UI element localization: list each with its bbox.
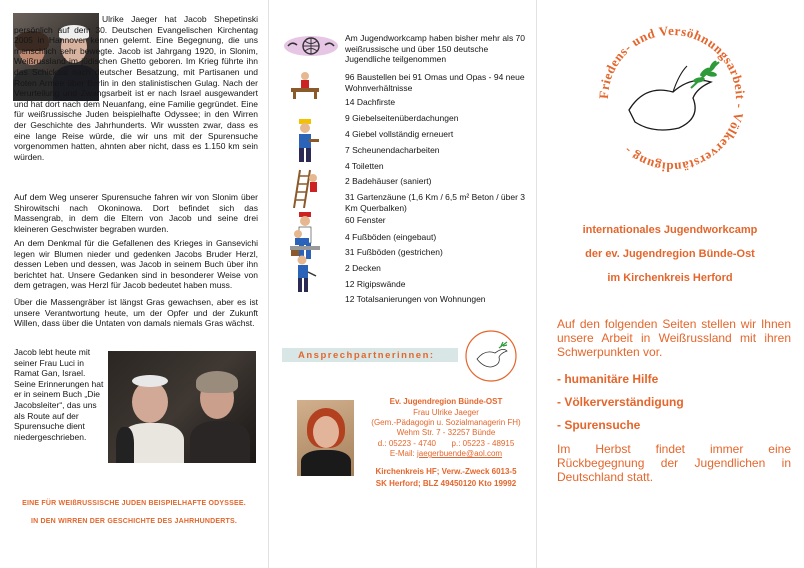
contact-phone: d.: 05223 - 4740 p.: 05223 - 48915 xyxy=(377,439,515,448)
ladder-worker-icon xyxy=(290,168,320,208)
stat-item-5: 7 Scheunendacharbeiten xyxy=(345,145,440,155)
contact-name: Frau Ulrike Jaeger xyxy=(413,408,479,417)
stat-item-7: 2 Badehäuser (saniert) xyxy=(345,176,432,186)
small-peace-logo xyxy=(461,326,521,386)
photo-jacob-and-luci xyxy=(108,351,256,463)
stat-item-4: 4 Giebel vollständig erneuert xyxy=(345,129,454,139)
logo-ring-text: Friedens- und Versöhnungsarbeit - Völkerverständigung - xyxy=(595,22,749,176)
tagline-2: IN DEN WIRREN DER GESCHICHTE DES JAHRHUNDERTS. xyxy=(31,518,237,525)
contact-email-label: E-Mail: xyxy=(389,449,418,458)
headline-region: der ev. Jugendregion Bünde-Ost xyxy=(585,248,755,260)
stat-item-12: 2 Decken xyxy=(345,263,381,273)
headline-workcamp: internationales Jugendworkcamp xyxy=(582,224,758,236)
globe-handshake-icon xyxy=(282,33,340,59)
cover-intro: Auf den folgenden Seiten stellen wir Ihnen unsere Arbeit in Weißrussland mit ihren Schwerpunkten vor. xyxy=(557,317,791,359)
stat-item-9: 60 Fenster xyxy=(345,215,386,225)
cover-outro: Im Herbst findet immer eine Rückbegegnung der Jugendlichen in Deutschland statt. xyxy=(557,442,791,484)
column-story xyxy=(0,0,268,568)
story-paragraph-3: An dem Denkmal für die Gefallenen des Krieges in Gansevichi legen wir Blumen nieder und gedenken Jacobs Bruder Herzl, dessen Leben und dessen, was Jacob in seinem Buch über ihn berichtet hat. Unsere Gedanken sind in besonderer Weise von dem getragen, was Herzl für Jacob bedeutet haben muss. xyxy=(14,238,258,291)
contact-org: Ev. Jugendregion Bünde-OST xyxy=(389,397,503,406)
stat-item-6: 4 Toiletten xyxy=(345,161,384,171)
tagline-1: EINE FÜR WEIßRUSSISCHE JUDEN BEISPIELHAFTE ODYSSEE. xyxy=(22,500,246,507)
stat-item-10: 4 Fußböden (eingebaut) xyxy=(345,232,437,242)
floor-worker-icon xyxy=(290,228,320,252)
worker-with-cart-icon xyxy=(290,254,320,296)
contact-email-line xyxy=(356,449,536,459)
story-paragraph-2: Auf dem Weg unserer Spurensuche fahren wir von Slonim über Shirowitschi nach Okoninowa. Dort befindet sich das Massengrab, in dem die Eltern von Jacob und seine drei kleineren Geschwister begraben wurden. xyxy=(14,192,258,234)
focus-humanitarian: - humanitäre Hilfe xyxy=(557,372,659,386)
stat-item-14: 12 Totalsanierungen von Wohnungen xyxy=(345,294,486,304)
column-cover xyxy=(536,0,804,568)
bank-line-1: Kirchenkreis HF; Verw.-Zweck 6013-5 xyxy=(375,467,517,476)
stat-item-13: 12 Rigipswände xyxy=(345,279,406,289)
story-paragraph-1: Ulrike Jaeger hat Jacob Shepetinski persönlich auf dem 30. Deutschen Evangelischen Kirchentag 2005 in Hannover kennen gelernt. Eine Begegnung, die uns menschlich sehr bewegte. Jacob ist Jahrgang 1920, in Slonim, Weißrussland im jüdischen Ghetto geboren. Im Krieg führte ihn das Schicksal nach deutscher Besatzung, mit Partisanen und Roten Armee über Berlin in den stalinistischen Gulag. Nach der Verurteilung und Zwangsarbeit ist er nach Israel ausgewandert und hat dort nach dem Neuanfang, eine Familie gegründet. Eine für weißrussische Juden beispielhafte Odyssee; in den Wirren der Geschichte des Jahrhunderts. Wir wussten zwar, dass es eine lange Reise würde, die wir uns mit der Spurensuche vorgenommen hatten, ahnten aber nicht, dass es 1.150 km sein würden. xyxy=(14,14,258,162)
stat-item-2: 14 Dachfirste xyxy=(345,97,396,107)
contact-photo xyxy=(297,400,354,476)
story-paragraph-4: Über die Massengräber ist längst Gras gewachsen, aber es ist unsere Verantwortung heute, um der Opfer und der Zukunft Willen, dass über die Untaten von damals niemals Gras wächst. xyxy=(14,297,258,329)
workcamp-intro: Am Jugendworkcamp haben bisher mehr als 70 weißrussische und über 150 deutsche Jugendliche teilgenommen xyxy=(345,33,526,65)
carpenter-workbench-icon xyxy=(290,71,320,99)
roofer-worker-icon xyxy=(290,117,320,165)
contact-email-link[interactable]: jaegerbuende@aol.com xyxy=(417,449,503,458)
focus-search: - Spurensuche xyxy=(557,418,641,432)
stat-item-11: 31 Fußböden (gestrichen) xyxy=(345,247,443,257)
headline-district: im Kirchenkreis Herford xyxy=(607,272,733,284)
contact-role: (Gem.-Pädagogin u. Sozialmanagerin FH) xyxy=(371,418,521,427)
stat-item-1: 96 Baustellen bei 91 Omas und Opas - 94 neue Wohnverhältnisse xyxy=(345,72,525,93)
stat-item-8: 31 Gartenzäune (1,6 Km / 6,5 m² Beton / über 3 Km Querbalken) xyxy=(345,192,526,213)
contact-address: Wehm Str. 7 - 32257 Bünde xyxy=(396,428,496,437)
column-statistics xyxy=(268,0,536,568)
focus-understanding: - Völkerverständigung xyxy=(557,395,684,409)
bank-line-2: SK Herford; BLZ 49450120 Kto 19992 xyxy=(375,479,517,488)
contact-heading: Ansprechpartnerinnen: xyxy=(298,350,435,361)
peace-dove-logo xyxy=(587,14,757,184)
stat-item-3: 9 Giebelseitenüberdachungen xyxy=(345,113,459,123)
story-paragraph-5: Jacob lebt heute mit seiner Frau Luci in Ramat Gan, Israel. Seine Erinnerungen hat er in seinem Buch „Die Jacobsleiter“, das uns als Route auf der Spurensuche dient niedergeschrieben. xyxy=(14,347,104,442)
